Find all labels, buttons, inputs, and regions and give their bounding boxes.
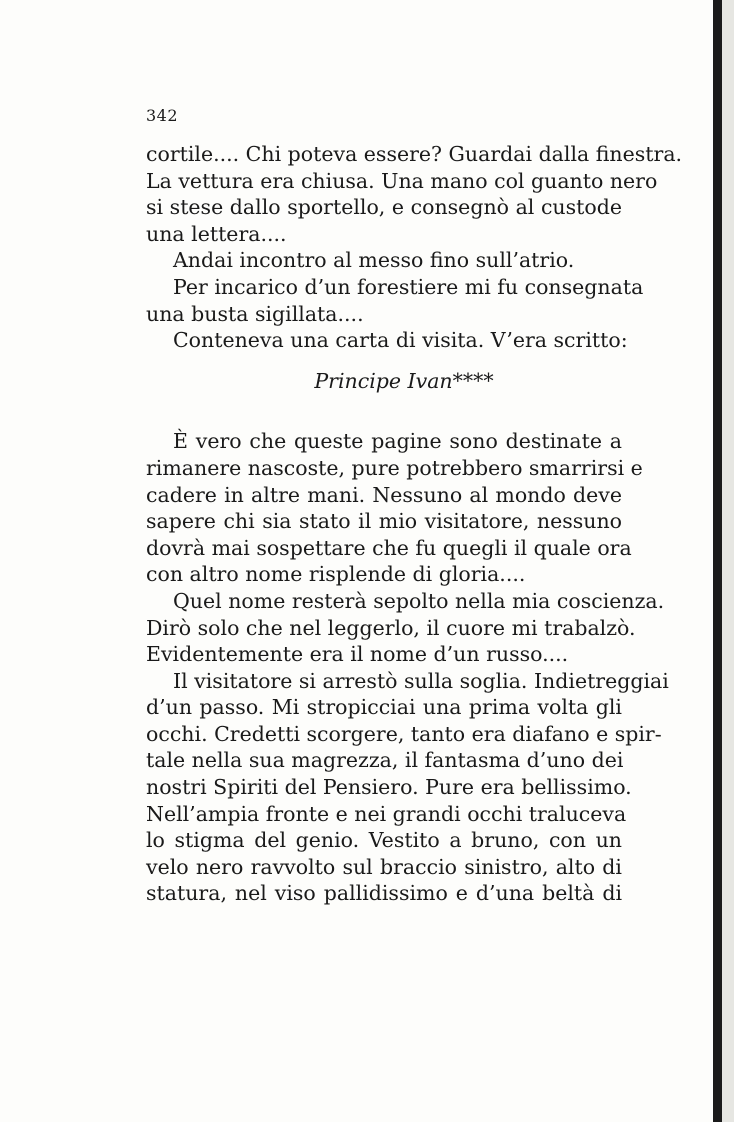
text-line: una busta sigillata.... bbox=[146, 301, 364, 326]
text-line: La vettura era chiusa. Una mano col guanto nero bbox=[146, 168, 658, 193]
text-line: statura, nel viso pallidissimo e d’una beltà di bbox=[146, 881, 622, 906]
text-line: Dirò solo che nel leggerlo, il cuore mi trabalzò. bbox=[146, 615, 636, 640]
text-line: sapere chi sia stato il mio visitatore, nessuno bbox=[146, 509, 622, 534]
text-line: occhi. Credetti scorgere, tanto era diafano e spir- bbox=[146, 721, 662, 746]
text-line: Per incarico d’un forestiere mi fu consegnata bbox=[173, 274, 644, 299]
text-line: lo stigma del genio. Vestito a bruno, con un bbox=[146, 828, 622, 853]
text-line: velo nero ravvolto sul braccio sinistro, alto di bbox=[146, 854, 622, 879]
text-line: con altro nome risplende di gloria.... bbox=[146, 562, 526, 587]
text-line: nostri Spiriti del Pensiero. Pure era bellissimo. bbox=[146, 775, 632, 800]
text-line: Andai incontro al messo fino sull’atrio. bbox=[173, 248, 575, 273]
text-line: cortile.... Chi poteva essere? Guardai dalla finestra. bbox=[146, 142, 683, 166]
visiting-card-heading: Principe Ivan**** bbox=[314, 368, 494, 393]
text-line: Nell’ampia fronte e nei grandi occhi traluceva bbox=[146, 801, 627, 826]
text-line: Evidentemente era il nome d’un russo.... bbox=[146, 642, 569, 667]
text-line: Quel nome resterà sepolto nella mia coscienza. bbox=[173, 588, 665, 613]
text-line: tale nella sua magrezza, il fantasma d’uno dei bbox=[146, 748, 624, 773]
text-line: d’un passo. Mi stropicciai una prima volta gli bbox=[146, 695, 622, 720]
text-line: rimanere nascoste, pure potrebbero smarrirsi e bbox=[146, 455, 643, 480]
text-line: Il visitatore si arrestò sulla soglia. Indietreggiai bbox=[173, 668, 669, 693]
text-line: È vero che queste pagine sono destinate a bbox=[173, 429, 622, 454]
binding-shadow bbox=[713, 0, 722, 1122]
text-line: una lettera.... bbox=[146, 221, 287, 246]
page-edge bbox=[722, 0, 734, 1122]
text-line: si stese dallo sportello, e consegnò al custode bbox=[146, 195, 622, 220]
text-line: cadere in altre mani. Nessuno al mondo deve bbox=[146, 482, 622, 507]
body-text bbox=[146, 141, 683, 907]
text-line: Conteneva una carta di visita. V’era scritto: bbox=[173, 328, 628, 353]
text-line: dovrà mai sospettare che fu quegli il quale ora bbox=[146, 535, 632, 560]
page-number: 342 bbox=[146, 106, 179, 125]
